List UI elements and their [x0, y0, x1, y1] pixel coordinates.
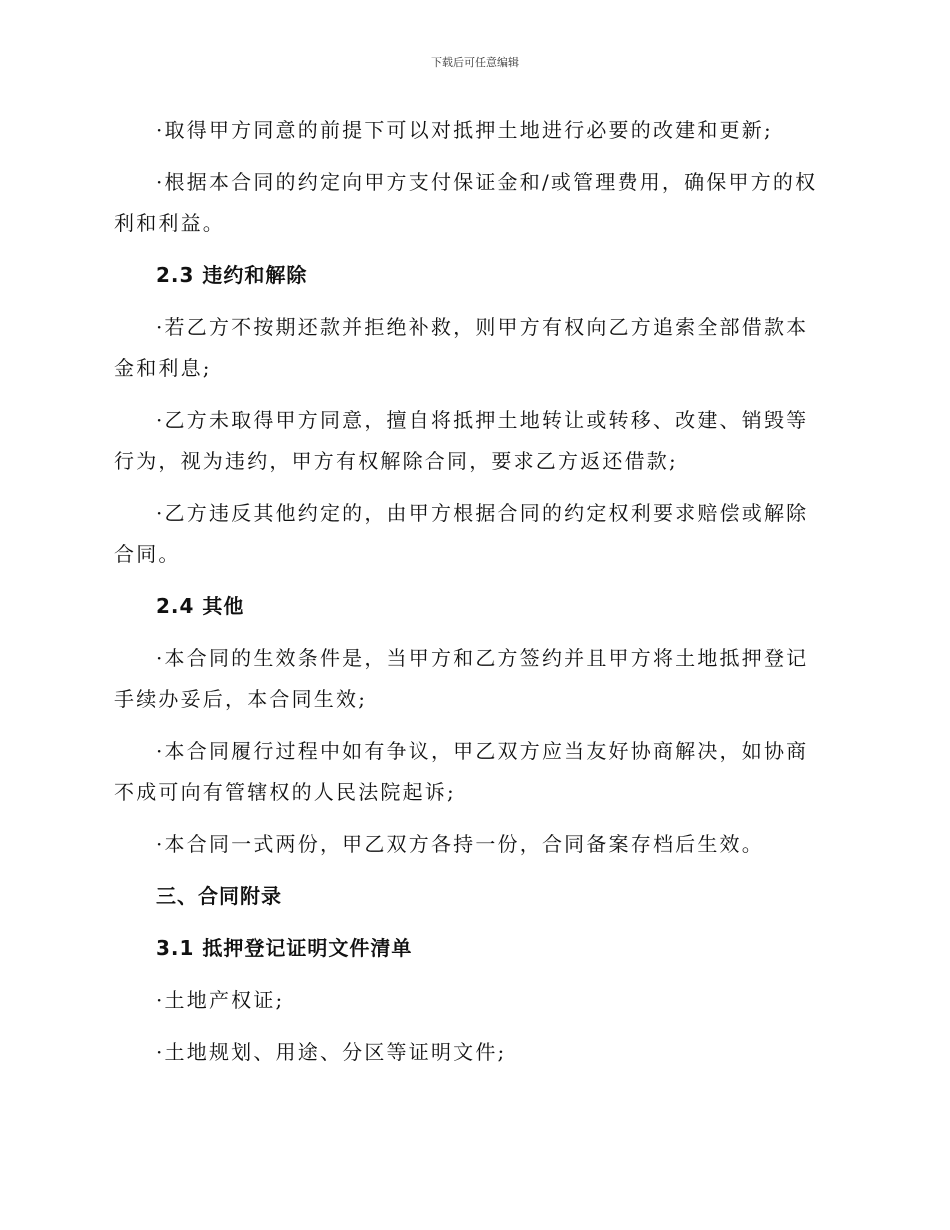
list-item-planning-documents: ·土地规划、用途、分区等证明文件;	[156, 1040, 507, 1064]
list-item-property-certificate: ·土地产权证;	[156, 988, 285, 1012]
clause-unauthorized-transfer: ·乙方未取得甲方同意，擅自将抵押土地转让或转移、改建、销毁等行为，视为违约，甲方有权解除合同，要求乙方返还借款;	[114, 408, 809, 473]
section-heading-3-1: 3.1 抵押登记证明文件清单	[156, 936, 413, 960]
clause-default-repayment: ·若乙方不按期还款并拒绝补救，则甲方有权向乙方追索全部借款本金和利息;	[114, 315, 809, 380]
clause-other-breach: ·乙方违反其他约定的，由甲方根据合同的约定权利要求赔偿或解除合同。	[114, 501, 809, 566]
clause-effective-condition: ·本合同的生效条件是，当甲方和乙方签约并且甲方将土地抵押登记手续办妥后，本合同生效;	[114, 646, 809, 711]
page-header: 下载后可任意编辑	[431, 56, 519, 69]
clause-renovation: ·取得甲方同意的前提下可以对抵押土地进行必要的改建和更新;	[156, 118, 773, 142]
document-body	[114, 110, 830, 1084]
clause-dispute: ·本合同履行过程中如有争议，甲乙双方应当友好协商解决，如协商不成可向有管辖权的人民法院起诉;	[114, 739, 809, 804]
clause-payment: ·根据本合同的约定向甲方支付保证金和/或管理费用，确保甲方的权利和利益。	[114, 170, 818, 235]
clause-copies: ·本合同一式两份，甲乙双方各持一份，合同备案存档后生效。	[156, 832, 764, 856]
section-heading-2-3: 2.3 违约和解除	[156, 263, 308, 287]
section-heading-3: 三、合同附录	[156, 884, 282, 908]
section-heading-2-4: 2.4 其他	[156, 594, 245, 618]
